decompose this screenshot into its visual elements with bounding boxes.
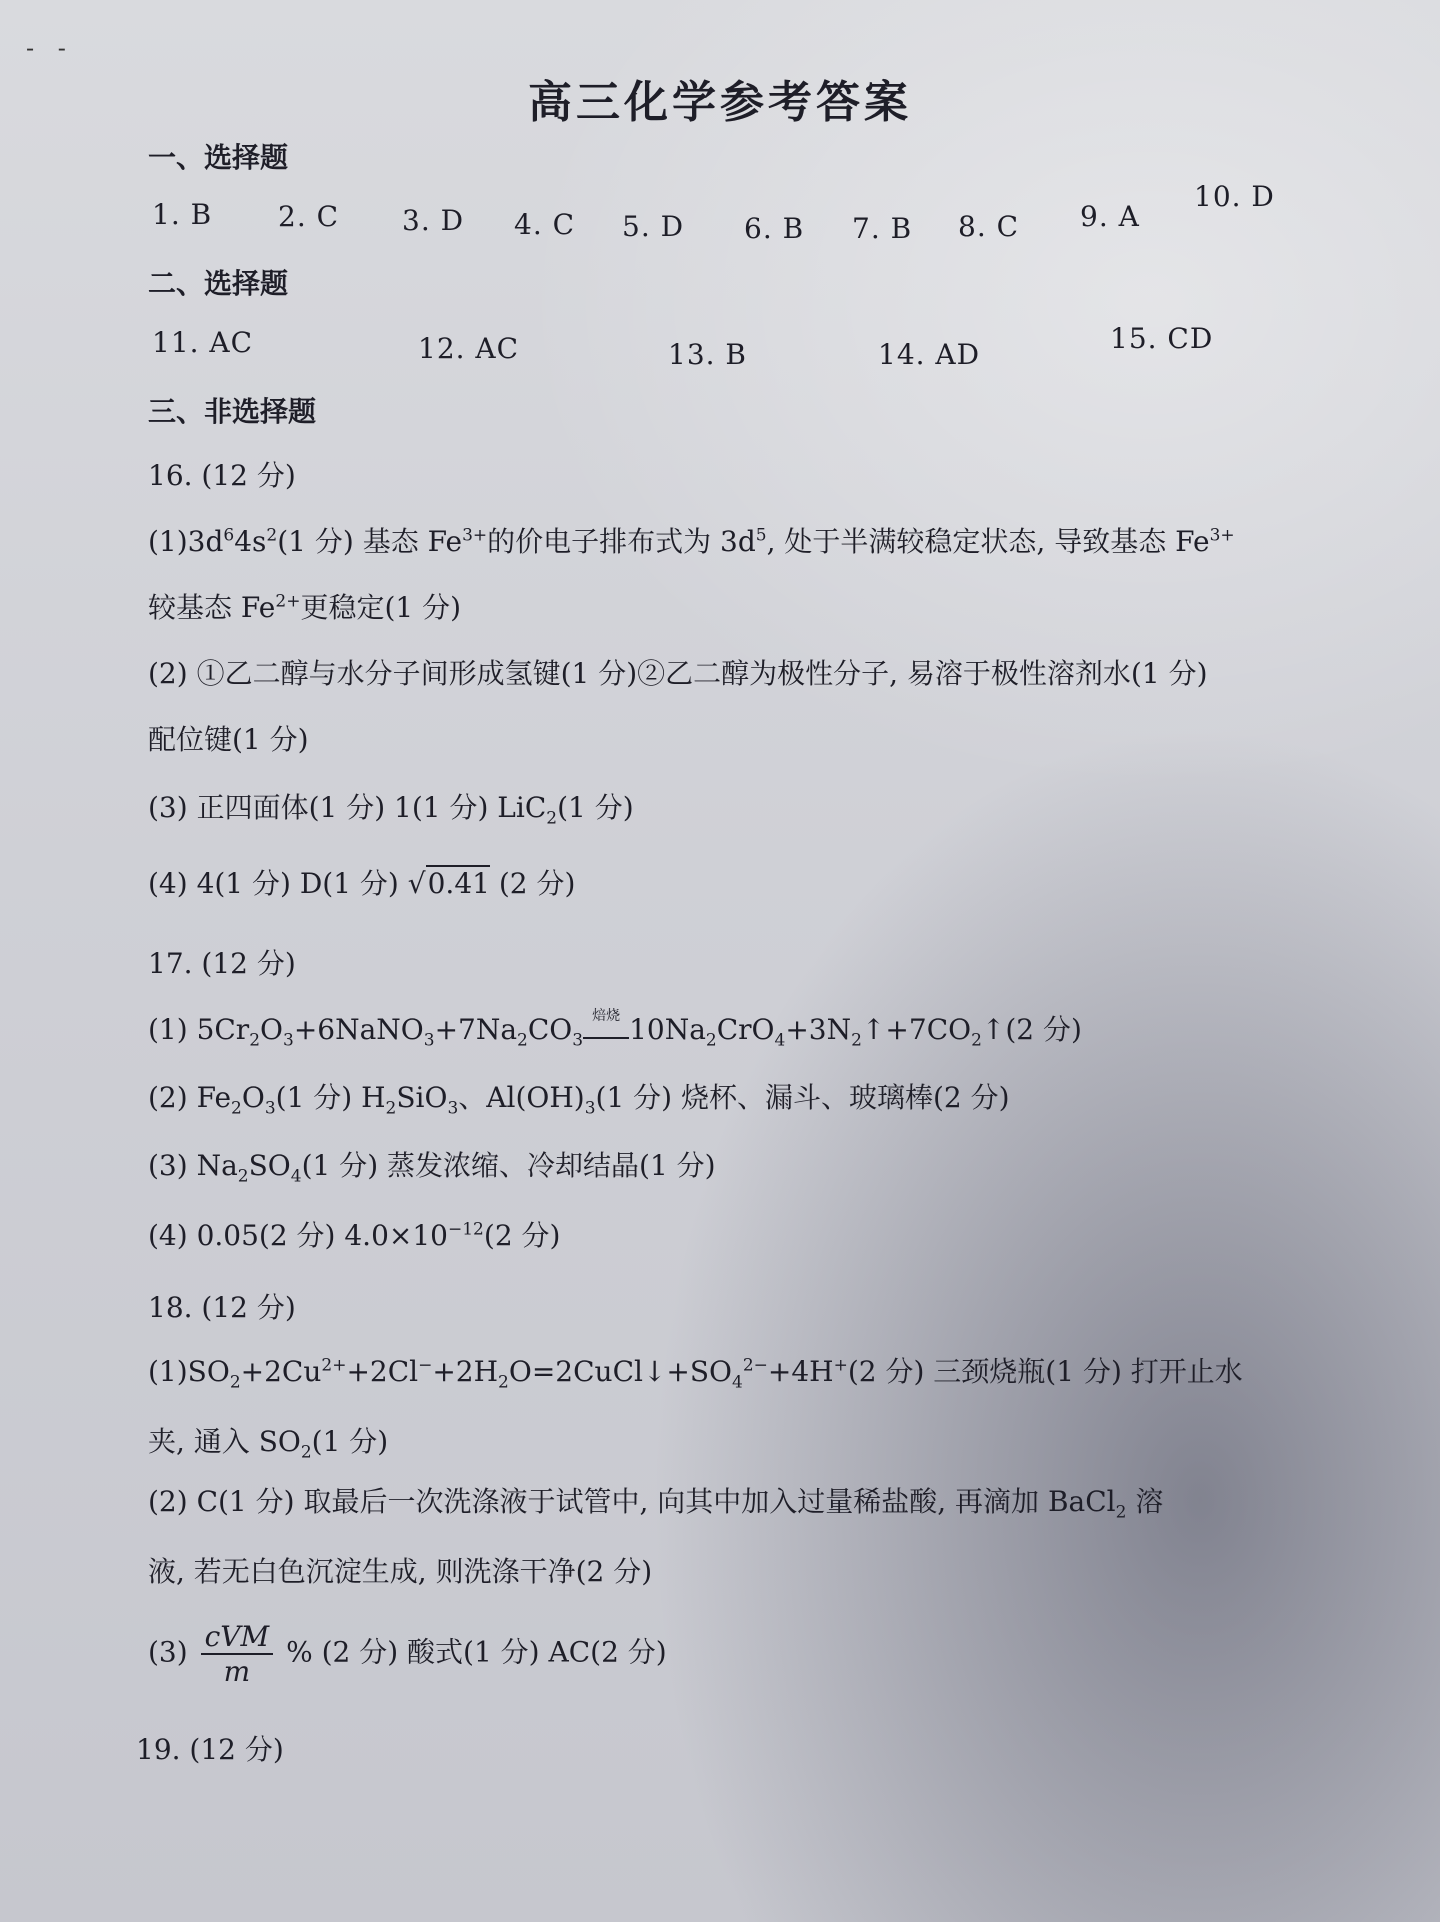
answer-item: 14. AD [878, 338, 981, 371]
answer-item: 4. C [514, 208, 576, 241]
answer-item: 8. C [958, 210, 1020, 243]
page-title: 高三化学参考答案 [528, 77, 912, 128]
q18-part1: $(1)SO_2+2Cu^{2+}+2Cl^-+2H_2O=2CuCl↓+SO_4^{2-}+4H^+(2$ 分) 三颈烧瓶(1 分) 打开止水 [148, 1355, 1243, 1393]
answer-item: 9. A [1080, 200, 1140, 233]
section3-heading: 三、非选择题 [148, 395, 317, 428]
section1-heading: 一、选择题 [148, 141, 289, 174]
q16-part1-cont: 较基态 $Fe^{2+}$更稳定(1 分) [148, 591, 462, 624]
corner-mark: - - [26, 34, 74, 62]
answer-item: 3. D [402, 204, 465, 237]
answer-item: 12. AC [418, 332, 520, 365]
answer-item: 13. B [668, 338, 748, 371]
answer-item: 15. CD [1110, 322, 1214, 355]
answer-item: 2. C [278, 200, 340, 233]
q16-part2-cont: 配位键(1 分) [148, 723, 309, 756]
q18-part1-cont: 夹, 通入 $SO_2(1$ 分) [148, 1425, 389, 1463]
q18-part2-cont: 液, 若无白色沉淀生成, 则洗涤干净(2 分) [148, 1555, 653, 1588]
q17-part2: (2) $Fe_2O_3(1$ 分) $H_2SiO_3$、$Al(OH)_3(1$ 分) 烧杯、漏斗、玻璃棒(2 分) [148, 1081, 1010, 1119]
q18-header: 18. (12 分) [148, 1291, 296, 1324]
section2-heading: 二、选择题 [148, 267, 289, 300]
q19-header: 19. (12 分) [136, 1733, 284, 1766]
q17-part3: (3) $Na_2SO_4(1$ 分) 蒸发浓缩、冷却结晶(1 分) [148, 1149, 716, 1187]
q17-header: 17. (12 分) [148, 947, 296, 980]
answer-item: 6. B [744, 212, 805, 245]
q18-part2: (2) C(1 分) 取最后一次洗涤液于试管中, 向其中加入过量稀盐酸, 再滴加 BaCl$_2$ 溶 [148, 1485, 1164, 1523]
answer-item: 11. AC [152, 326, 254, 359]
answer-item: 1. B [152, 198, 213, 231]
q16-part3: (3) 正四面体(1 分) 1(1 分) LiC$_2$(1 分) [148, 791, 634, 829]
q16-part1: $(1)3d^64s^2(1$ 分) 基态 $Fe^{3+}$的价电子排布式为 $3d^5$, 处于半满较稳定状态, 导致基态 $Fe^{3+}$ [148, 525, 1235, 558]
q16-part2: (2) ①乙二醇与水分子间形成氢键(1 分)②乙二醇为极性分子, 易溶于极性溶剂水(1 分) [148, 657, 1208, 690]
q17-part1: (1) $5Cr_2O_3+6NaNO_3+7Na_2CO_3$ 焙烧 $10Na_2CrO_4+3N_2↑+7CO_2↑(2$ 分) [148, 1008, 1082, 1051]
fraction: $\frac{\text{cVM}}{m}$ [201, 1620, 274, 1688]
answer-item: 5. D [622, 210, 685, 243]
answer-item: 10. D [1194, 180, 1275, 213]
q16-part4: (4) 4(1 分) D(1 分) √0.41 (2 分) [148, 867, 576, 900]
q16-header: 16. (12 分) [148, 459, 296, 492]
q17-part4: (4) 0.05(2 分) $4.0\times 10^{-12}(2$ 分) [148, 1219, 561, 1252]
answer-item: 7. B [852, 212, 913, 245]
q18-part3: (3) $\frac{\text{cVM}}{m}$ % (2 分) 酸式(1 分) AC(2 分) [148, 1620, 667, 1688]
